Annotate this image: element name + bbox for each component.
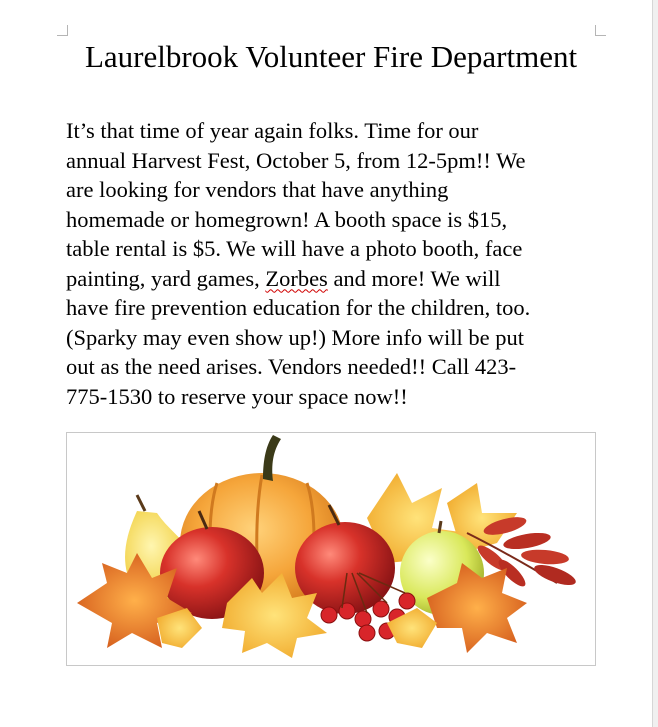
- body-line: out as the need arises. Vendors needed!! Call 423-: [66, 354, 517, 379]
- body-line: painting, yard games,: [66, 265, 266, 291]
- body-line: (Sparky may even show up!) More info will be put: [66, 324, 525, 350]
- body-line: annual Harvest Fest, October 5, from 12-5pm!! We: [66, 147, 526, 173]
- body-line: are looking for vendors that have anything: [66, 177, 449, 202]
- margin-corner-top-right: [595, 25, 606, 36]
- harvest-image[interactable]: [66, 432, 596, 666]
- document-title[interactable]: Laurelbrook Volunteer Fire Department: [84, 39, 578, 74]
- harvest-pumpkin-apples-leaves-image: [67, 433, 595, 665]
- misspelled-word[interactable]: Zorbes: [265, 265, 328, 291]
- document-body[interactable]: [66, 116, 606, 411]
- body-line: and more! We will: [327, 265, 501, 291]
- body-line: It’s that time of year again folks. Time for our: [66, 118, 479, 143]
- body-line: table rental is $5. We will have a photo booth, face: [66, 236, 523, 261]
- body-line: 775-1530 to reserve your space now!!: [66, 383, 408, 409]
- body-line: have fire prevention education for the children, too.: [66, 295, 531, 320]
- margin-corner-top-left: [57, 25, 68, 36]
- body-line: homemade or homegrown! A booth space is $15,: [66, 206, 508, 232]
